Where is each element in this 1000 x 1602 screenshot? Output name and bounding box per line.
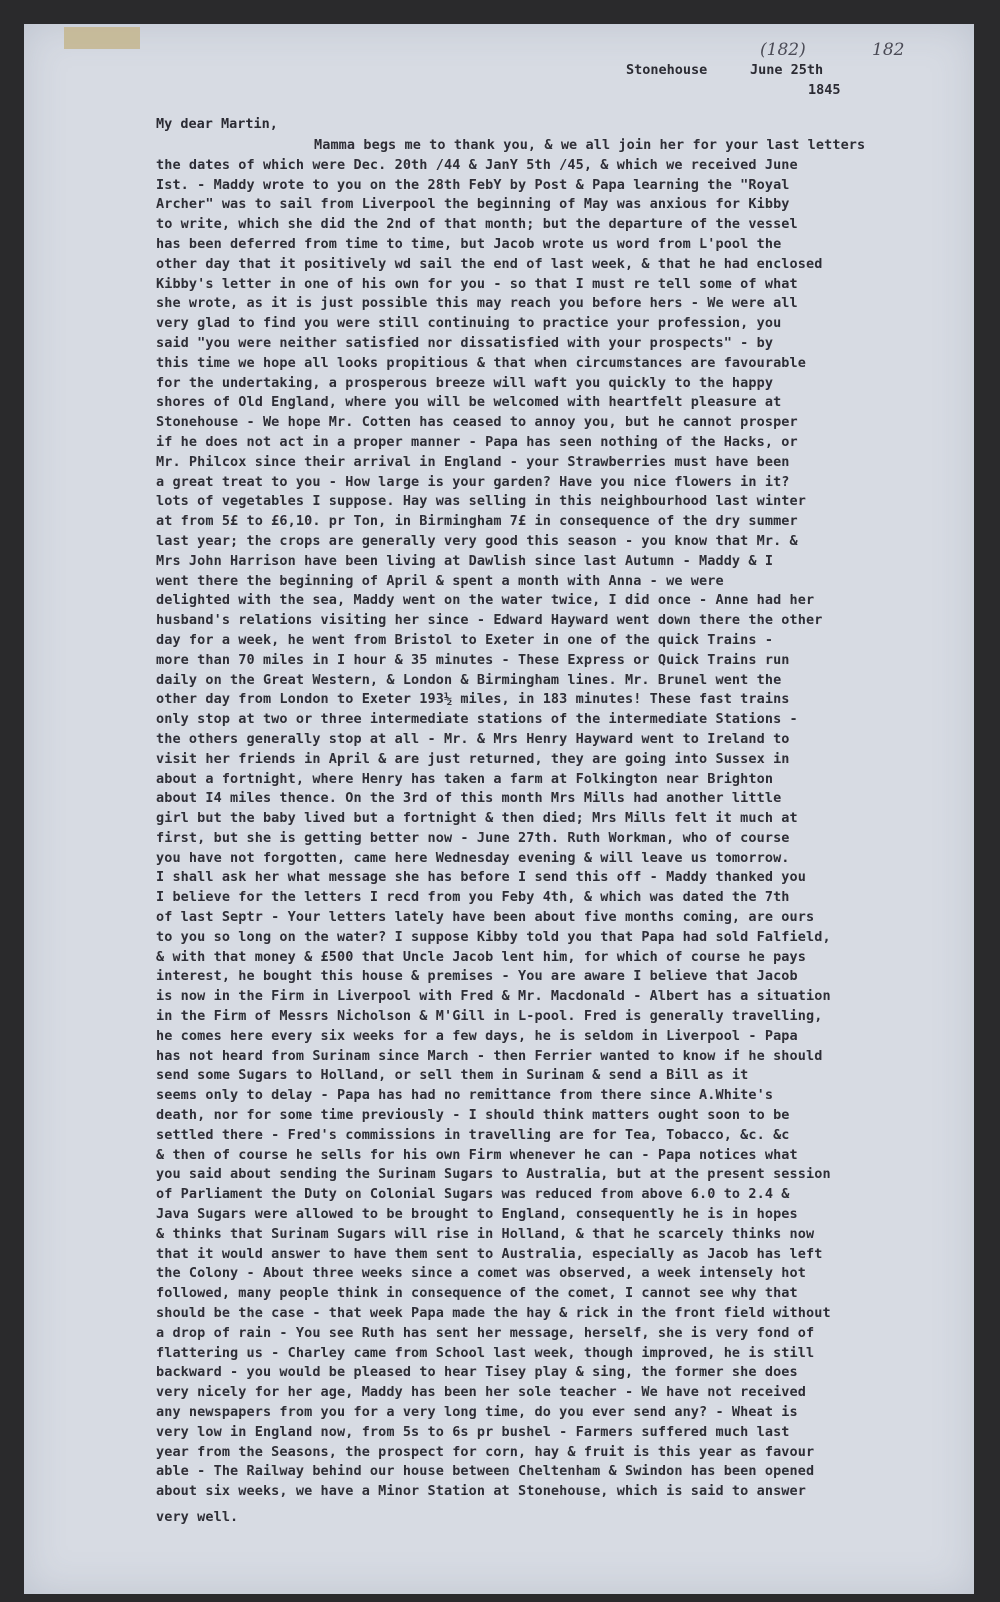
page-number-parenthesized: (182) [760, 40, 806, 60]
letter-line: Archer" was to sail from Liverpool the beginning of May was anxious for Kibby [156, 196, 790, 213]
letter-line: Mr. Philcox since their arrival in England - your Strawberries must have been [156, 453, 790, 470]
letter-line: I shall ask her what message she has before I send this off - Maddy thanked you [156, 869, 806, 886]
letter-line: a drop of rain - You see Ruth has sent her message, herself, she is very fond of [156, 1324, 815, 1341]
letter-line: should be the case - that week Papa made the hay & rick in the front field without [156, 1305, 831, 1322]
letter-line: said "you were neither satisfied nor dissatisfied with your prospects" - by [156, 334, 774, 351]
letter-line: visit her friends in April & are just returned, they are going into Sussex in [156, 750, 790, 767]
letter-line: death, nor for some time previously - I should think matters ought soon to be [156, 1107, 790, 1124]
letter-line: about a fortnight, where Henry has taken a farm at Folkington near Brighton [156, 770, 774, 787]
letter-year: 1845 [808, 82, 841, 98]
letter-line: has been deferred from time to time, but Jacob wrote us word from L'pool the [156, 235, 782, 252]
letter-line: he comes here every six weeks for a few days, he is seldom in Liverpool - Papa [156, 1027, 798, 1044]
letter-line: day for a week, he went from Bristol to Exeter in one of the quick Trains - [156, 631, 774, 648]
letter-line: Stonehouse - We hope Mr. Cotten has ceased to annoy you, but he cannot prosper [156, 414, 798, 431]
letter-line: she wrote, as it is just possible this may reach you before hers - We were all [156, 295, 798, 312]
page-number: 182 [872, 40, 905, 60]
letter-line: husband's relations visiting her since - Edward Hayward went down there the other [156, 612, 823, 629]
letter-line: went there the beginning of April & spent a month with Anna - we were [156, 572, 724, 589]
letter-body [156, 136, 956, 1528]
letter-line: other day that it positively wd sail the end of last week, & that he had enclosed [156, 255, 823, 272]
letter-line: settled there - Fred's commissions in travelling are for Tea, Tobacco, &c. &c [156, 1126, 790, 1143]
letter-line: flattering us - Charley came from School last week, though improved, he is still [156, 1344, 815, 1361]
letter-line: Java Sugars were allowed to be brought to England, consequently he is in hopes [156, 1206, 798, 1223]
letter-line: this time we hope all looks propitious & that when circumstances are favourable [156, 354, 806, 371]
letter-line: very well. [156, 1508, 239, 1525]
letter-line: Mamma begs me to thank you, & we all join her for your last letters [314, 137, 866, 153]
letter-line: you said about sending the Surinam Sugars to Australia, but at the present session [156, 1166, 831, 1183]
archival-tape [64, 27, 140, 49]
letter-line: the Colony - About three weeks since a comet was observed, a week intensely hot [156, 1265, 806, 1282]
letter-line: other day from London to Exeter 193½ miles, in 183 minutes! These fast trains [156, 691, 790, 708]
letter-line: has not heard from Surinam since March - then Ferrier wanted to know if he should [156, 1047, 823, 1064]
letter-line: of last Septr - Your letters lately have been about five months coming, are ours [156, 909, 815, 926]
letter-line: a great treat to you - How large is your garden? Have you nice flowers in it? [156, 473, 790, 490]
letter-line: the dates of which were Dec. 20th /44 & JanY 5th /45, & which we received June [156, 156, 798, 173]
letter-line: Mrs John Harrison have been living at Dawlish since last Autumn - Maddy & I [156, 552, 774, 569]
letter-line: last year; the crops are generally very good this season - you know that Mr. & [156, 532, 798, 549]
letter-line: very glad to find you were still continuing to practice your profession, you [156, 315, 782, 332]
letter-line: backward - you would be pleased to hear Tisey play & sing, the former she does [156, 1364, 798, 1381]
letter-line: that it would answer to have them sent to Australia, especially as Jacob has left [156, 1245, 823, 1262]
letter-line: only stop at two or three intermediate stations of the intermediate Stations - [156, 711, 798, 728]
letter-line: at from 5£ to £6,10. pr Ton, in Birmingham 7£ in consequence of the dry summer [156, 513, 798, 530]
letter-line: about six weeks, we have a Minor Station at Stonehouse, which is said to answer [156, 1483, 806, 1500]
letter-line: for the undertaking, a prosperous breeze will waft you quickly to the happy [156, 374, 774, 391]
letter-date: June 25th [750, 62, 824, 78]
letter-line: in the Firm of Messrs Nicholson & M'Gill in L-pool. Fred is generally travelling, [156, 1008, 823, 1025]
letter-place: Stonehouse [626, 62, 708, 78]
letter-line: very low in England now, from 5s to 6s pr bushel - Farmers suffered much last [156, 1423, 790, 1440]
letter-line: & then of course he sells for his own Firm whenever he can - Papa notices what [156, 1146, 798, 1163]
letter-line: about I4 miles thence. On the 3rd of this month Mrs Mills had another little [156, 790, 782, 807]
letter-line: followed, many people think in consequence of the comet, I cannot see why that [156, 1285, 798, 1302]
letter-line: & with that money & £500 that Uncle Jacob lent him, for which of course he pays [156, 948, 806, 965]
letter-line: is now in the Firm in Liverpool with Fred & Mr. Macdonald - Albert has a situation [156, 988, 831, 1005]
letter-line: girl but the baby lived but a fortnight & then died; Mrs Mills felt it much at [156, 810, 798, 827]
letter-line: any newspapers from you for a very long time, do you ever send any? - Wheat is [156, 1404, 798, 1420]
letter-line: Ist. - Maddy wrote to you on the 28th FebY by Post & Papa learning the "Royal [156, 176, 790, 193]
letter-line: you have not forgotten, came here Wednesday evening & will leave us tomorrow. [156, 849, 790, 866]
letter-line: of Parliament the Duty on Colonial Sugars was reduced from above 6.0 to 2.4 & [156, 1186, 790, 1203]
letter-line: to write, which she did the 2nd of that month; but the departure of the vessel [156, 216, 798, 233]
letter-line: shores of Old England, where you will be welcomed with heartfelt pleasure at [156, 394, 782, 411]
letter-line: the others generally stop at all - Mr. & Mrs Henry Hayward went to Ireland to [156, 730, 790, 747]
letter-line: I believe for the letters I recd from you Feby 4th, & which was dated the 7th [156, 889, 790, 906]
letter-line: to you so long on the water? I suppose Kibby told you that Papa had sold Falfield, [156, 928, 831, 945]
letter-line: & thinks that Surinam Sugars will rise in Holland, & that he scarcely thinks now [156, 1225, 815, 1242]
letter-line: more than 70 miles in I hour & 35 minutes - These Express or Quick Trains run [156, 651, 790, 668]
letter-line: interest, he bought this house & premises - You are aware I believe that Jacob [156, 968, 798, 985]
letter-line: send some Sugars to Holland, or sell them in Surinam & send a Bill as it [156, 1067, 749, 1084]
letter-line: very nicely for her age, Maddy has been her sole teacher - We have not received [156, 1384, 806, 1401]
letter-line: if he does not act in a proper manner - Papa has seen nothing of the Hacks, or [156, 433, 798, 450]
letter-header [626, 60, 841, 100]
letter-page [24, 24, 974, 1594]
letter-line: daily on the Great Western, & London & Birmingham lines. Mr. Brunel went the [156, 671, 782, 688]
salutation: My dear Martin, [156, 116, 278, 132]
letter-line: Kibby's letter in one of his own for you - so that I must re tell some of what [156, 275, 798, 292]
letter-line: seems only to delay - Papa has had no remittance from there since A.White's [156, 1087, 774, 1104]
letter-line: able - The Railway behind our house between Cheltenham & Swindon has been opened [156, 1463, 815, 1480]
letter-line: lots of vegetables I suppose. Hay was selling in this neighbourhood last winter [156, 493, 806, 510]
letter-line: delighted with the sea, Maddy went on the water twice, I did once - Anne had her [156, 592, 815, 609]
letter-line: year from the Seasons, the prospect for corn, hay & fruit is this year as favour [156, 1443, 815, 1460]
letter-line: first, but she is getting better now - June 27th. Ruth Workman, who of course [156, 829, 790, 846]
